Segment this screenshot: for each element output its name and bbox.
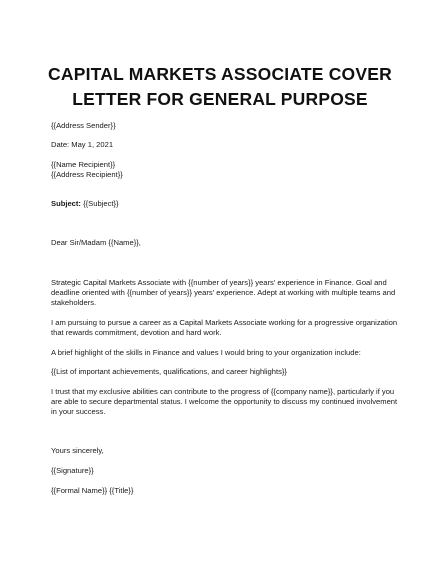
subject-line <box>51 199 396 210</box>
paragraph-5-line-2: are able to secure departmental status. I welcome the opportunity to discuss my continued involvement <box>51 397 398 406</box>
document-title-line-2: LETTER FOR GENERAL PURPOSE <box>72 89 368 109</box>
subject-label: Subject: <box>51 199 81 208</box>
address-recipient: {{Address Recipient}} <box>51 170 123 179</box>
formal-name: {{Formal Name}} {{Title}} <box>51 486 134 495</box>
paragraph-1-line-1: Strategic Capital Markets Associate with {{number of years}} years' experience in Finance. Goal and <box>51 278 387 287</box>
paragraph-2-line-1: I am pursuing to pursue a career as a Capital Markets Associate working for a progressive organization <box>51 318 398 327</box>
name-recipient: {{Name Recipient}} <box>51 160 116 169</box>
paragraph-1-line-2: deadline oriented with {{number of years}} years' experience. Adept at working with multiple teams and <box>51 288 396 297</box>
paragraph-3: A brief highlight of the skills in Finance and values I would bring to your organization include: <box>51 348 361 357</box>
address-sender: {{Address Sender}} <box>51 121 116 130</box>
paragraph-2-line-2: that rewards commitment, devotion and hard work. <box>51 328 222 337</box>
signature: {{Signature}} <box>51 466 94 475</box>
letter-date: Date: May 1, 2021 <box>51 140 114 149</box>
paragraph-1-line-3: stakeholders. <box>51 298 97 307</box>
salutation: Dear Sir/Madam {{Name}}, <box>51 238 141 247</box>
paragraph-5-line-1: I trust that my exclusive abilities can contribute to the progress of {{company name}}, particularly if you <box>51 387 395 396</box>
paragraph-4: {{List of important achievements, qualifications, and career highlights}} <box>51 367 287 376</box>
paragraph-5-line-3: in your success. <box>51 407 106 416</box>
document-title-line-1: CAPITAL MARKETS ASSOCIATE COVER <box>48 64 392 84</box>
subject-value: {{Subject}} <box>80 199 119 208</box>
closing: Yours sincerely, <box>51 446 104 455</box>
